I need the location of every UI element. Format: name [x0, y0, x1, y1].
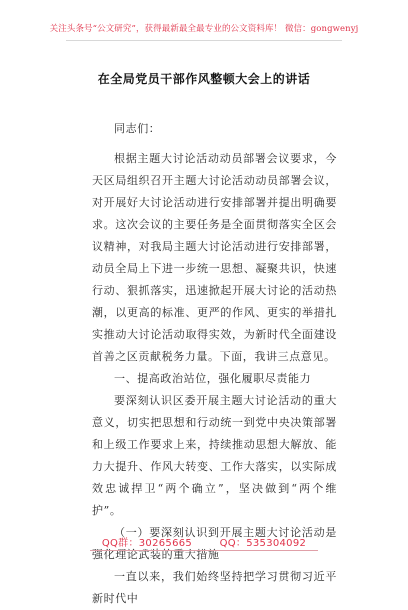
- paragraph: 要深刻认识区委开展主题大讨论活动的重大意义，切实把思想和行动统一到党中央决策部署和上级工作要求上来，持续推动思想大解放、能力大提升、作风大转变、工作大落实，以实际成效忠诚捍卫“两个确立”，坚决做到“两个维护”。: [92, 394, 337, 517]
- qq-contact: QQ：535304092: [219, 538, 307, 549]
- section-heading: 一、提高政治站位，强化履职尽责能力: [114, 372, 312, 385]
- salutation: 同志们：: [114, 122, 161, 135]
- subsection-heading: （一）要深刻认识到开展主题大讨论活动是强化理论武装的重大措施: [92, 526, 337, 561]
- paragraph: 一直以来，我们始终坚持把学习贯彻习近平新时代中: [92, 570, 337, 605]
- qq-group: QQ群：30265665: [101, 538, 193, 549]
- document-title: 在全局党员干部作风整顿大会上的讲话: [97, 72, 311, 86]
- paragraph: 根据主题大讨论活动动员部署会议要求，今天区局组织召开主题大讨论活动动员部署会议，对开展好大讨论活动进行安排部署并提出明确要求。这次会议的主要任务是全面贯彻落实全区会议精神，对我局主题大讨论活动进行安排部署，动员全局上下进一步统一思想、凝聚共识，快速行动、狠抓落实，迅速掀起开展大讨论的活动热潮，以更高的标准、更严的作风、更实的举措扎实推动大讨论活动取得实效，为新时代全面建设首善之区贡献税务力量。下面，我讲三点意见。: [92, 152, 337, 363]
- page-footer: [0, 534, 408, 549]
- header-divider: [66, 40, 342, 41]
- page-header-notice: 关注头条号“公文研究”，获得最新最全最专业的公文资料库！ 微信：gongwenyj: [49, 24, 359, 34]
- footer-divider: [90, 550, 318, 551]
